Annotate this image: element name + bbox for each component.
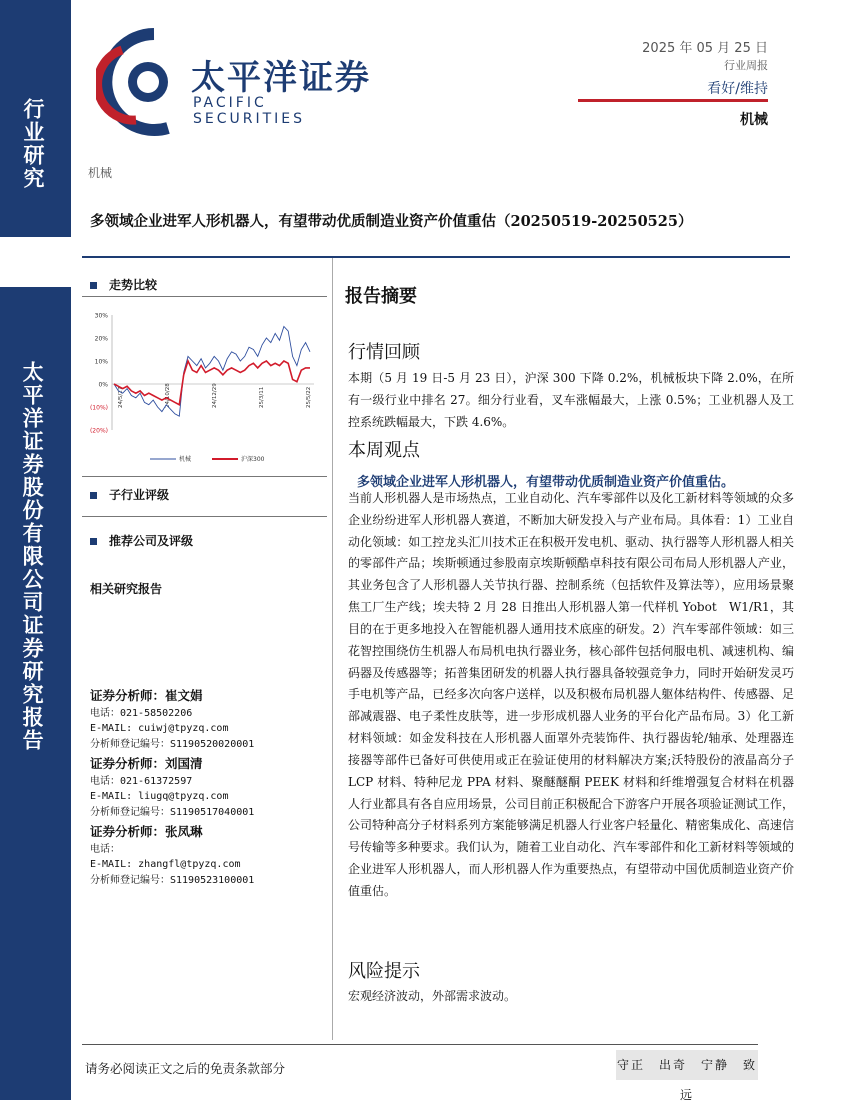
chart-y-tick-label: (10%) (89, 404, 108, 412)
analyst-block-1: 证券分析师：崔文娟 电话：021-58502206 E-MAIL: cuiwj@tpyzq.com 分析师登记编号：S1190520020001 (90, 688, 255, 750)
chart-y-tick-label: (20%) (89, 427, 108, 435)
chart-y-tick-label: 20% (94, 335, 108, 343)
related-reports-heading: 相关研究报告 (90, 582, 163, 596)
trend-heading: 走势比较 (90, 276, 157, 293)
footer-disclaimer: 请务必阅读正文之后的免责条款部分 (85, 1061, 286, 1076)
bullet-square-icon (90, 538, 97, 545)
risk-paragraph: 宏观经济波动，外部需求波动。 (348, 989, 517, 1003)
review-paragraph: 本期（5 月 19 日-5 月 23 日），沪深 300 下降 0.2%，机械板块下降 2.0%，在所有一级行业中排名 27。细分行业看，叉车涨幅最大，上涨 0.5%；工业机器人及工控系统跌幅最大，下跌 4.6%。 (348, 371, 794, 429)
chart-x-tick-label: 25/5/22 (306, 386, 312, 408)
sector-label: 机械 (740, 112, 768, 128)
industry-label: 机械 (88, 166, 113, 180)
logo-name-en: PACIFIC SECURITIES (193, 95, 306, 127)
review-heading: 行情回顾 (348, 342, 420, 363)
footer-motto: 守正 出奇 宁静 致远 (616, 1050, 758, 1080)
chart-y-tick-label: 10% (94, 358, 108, 366)
report-date: 2025 年 05 月 25 日 (642, 41, 768, 56)
risk-heading: 风险提示 (348, 961, 420, 982)
sidebar-bottom-text: 太平洋证券股份有限公司证券研究报告 (20, 361, 45, 752)
summary-heading: 报告摘要 (345, 286, 417, 307)
column-divider (332, 258, 333, 1040)
chart-x-tick-label: 24/12/29 (212, 383, 218, 408)
chart-y-tick-label: 0% (98, 381, 108, 389)
recommend-heading: 推荐公司及评级 (90, 532, 193, 549)
analyst-block-2: 证券分析师：刘国清 电话：021-61372597 E-MAIL: liugq@tpyzq.com 分析师登记编号：S1190517040001 (90, 756, 255, 818)
logo-emblem-icon (96, 20, 186, 140)
company-logo (96, 20, 386, 140)
rating-underline (578, 99, 768, 102)
trend-divider (82, 296, 327, 297)
analyst-block-3: 证券分析师：张凤琳 电话： E-MAIL: zhangfl@tpyzq.com 分析师登记编号：S1190523100001 (90, 824, 255, 886)
sidebar-bottom-band (0, 287, 71, 1100)
rating: 看好/维持 (707, 81, 768, 97)
sidebar-top-band (0, 0, 71, 237)
view-paragraph: 当前人形机器人是市场热点，工业自动化、汽车零部件以及化工新材料等领域的众多企业纷纷进军人形机器人赛道，不断加大研发投入与产业布局。具体看：1）工业自动化领域：如工控龙头汇川技术正在积极开发电机、驱动、执行器等人形机器人相关的零部件产品；埃斯顿通过参股南京埃斯顿酷卓科技有限公司布局人形机器人产业，其业务包含了人形机器人关节执行器、控制系统（包括软件及算法等），应用场景聚焦工厂生产线；埃夫特 2 月 28 日推出人形机器人第一代样机 Yobot W1/R1，其目的在于更多地投入在智能机器人通用技术底座的研发。2）汽车零部件领域：如三花智控围绕仿生机器人布局机电执行器业务，核心部件包括伺服电机、减速机构、编码器及传感器等；拓普集团研发的机器人执行器具备较强竞争力，同时开始研发灵巧手电机等产品，已经多次向客户送样，以及积极布局机器人躯体结构件、传感器、足部减震器、电子柔性皮肤等，进一步形成机器人业务的平台化产品布局。3）化工新材料领域：如金发科技在人形机器人面罩外壳装饰件、执行器齿轮/轴承、处理器连接器等部件已备好可供使用或正在验证使用的材料解决方案;沃特股份的液晶高分子 LCP 材料、特种尼龙 PPA 材料、聚醚醚酮 PEEK 材料和纤维增强复合材料在机器人行业都具有各自应用场景，公司目前正积极配合下游客户开展各项验证测试工作，公司特种高分子材料系列方案能够满足机器人行业客户轻量化、精密集成化、高速信号传输等多种要求。我们认为，随着工业自动化、汽车零部件和化工新材料等领域的企业进军人形机器人，而人形机器人作为重要热点，有望带动中国优质制造业资产价值重估。 (348, 491, 794, 898)
view-highlight: 多领域企业进军人形机器人，有望带动优质制造业资产价值重估。 (357, 475, 735, 490)
chart-x-tick-label: 24/10/28 (165, 383, 171, 408)
chart-legend-label: 沪深300 (241, 456, 265, 463)
chart-y-tick-label: 30% (94, 312, 108, 320)
chart-divider (82, 476, 327, 477)
chart-x-tick-label: 24/5/27 (118, 386, 124, 408)
sub-industry-heading: 子行业评级 (90, 486, 169, 503)
report-type: 行业周报 (724, 59, 768, 72)
view-heading: 本周观点 (348, 440, 420, 461)
chart-x-tick-label: 25/3/11 (259, 386, 265, 408)
title-divider (82, 256, 790, 258)
trend-chart (88, 302, 323, 472)
page-title: 多领域企业进军人形机器人，有望带动优质制造业资产价值重估（20250519-20250525） (90, 213, 693, 230)
footer-divider (82, 1044, 758, 1045)
bullet-square-icon (90, 282, 97, 289)
sub-industry-divider (82, 516, 327, 517)
sidebar-top-text: 行业研究 (21, 98, 45, 190)
chart-legend-label: 机械 (179, 456, 192, 463)
logo-name-cn: 太平洋证券 (191, 58, 371, 98)
bullet-square-icon (90, 492, 97, 499)
